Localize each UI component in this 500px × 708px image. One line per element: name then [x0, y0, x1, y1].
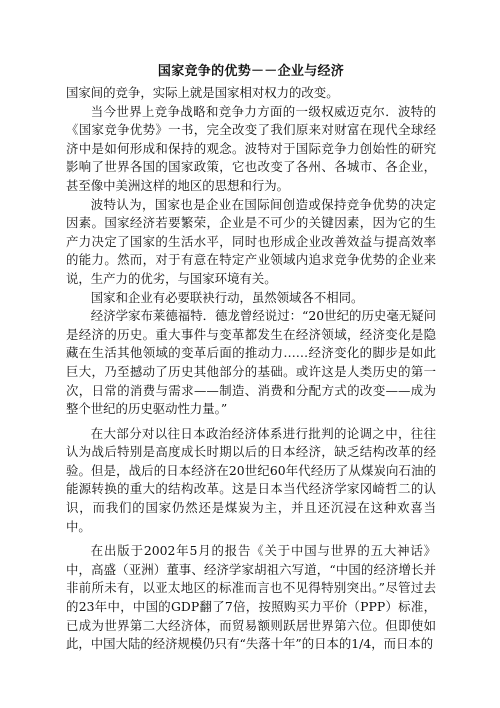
paragraph-6: 在大部分对以往日本政治经济体系进行批判的论调之中，往往认为战后特别是高度成长时期以后的日本经济，缺乏结构改革的经验。但是，战后的日本经济在20世纪60年代经历了从煤炭向石油的能源转换的重大的结构改革。这是日本当代经济学家冈崎哲二的认识，而我们的国家仍然还是煤炭为主，并且还沉浸在这种欢喜当中。 — [66, 425, 436, 534]
document-page — [66, 62, 436, 654]
paragraph-5: 经济学家布莱德福特．德龙曾经说过：“20世纪的历史毫无疑问是经济的历史。重大事件与变革都发生在经济领域，经济变化是隐藏在生活其他领域的变革后面的推动力……经济变化的脚步是如此巨大，乃至撼动了历史其他部分的基础。或许这是人类历史的第一次，日常的消费与需求——制造、消费和分配方式的改变——成为整个世纪的历史驱动性力量。” — [66, 308, 436, 417]
paragraph-7: 在出版于2002年5月的报告《关于中国与世界的五大神话》中，高盛（亚洲）董事、经济学家胡祖六写道，“中国的经济增长并非前所未有，以亚太地区的标准而言也不见得特别突出。”尽管过去的23年中，中国的GDP翻了7倍，按照购买力平价（PPP）标准，已成为世界第二大经济体，而贸易额则跃居世界第六位。但即使如此，中国大陆的经济规模仍只有“失落十年”的日本的1/4，而日本的 — [66, 543, 436, 652]
document-title: 国家竞争的优势－－企业与经济 — [157, 64, 345, 79]
paragraph-4: 国家和企业有必要联袂行动，虽然领域各不相同。 — [90, 289, 364, 305]
paragraph-2: 当今世界上竞争战略和竞争力方面的一级权威迈克尔．波特的《国家竞争优势》一书，完全改变了我们原来对财富在现代全球经济中是如何形成和保持的观念。波特对于国际竞争力创始性的研究影响了世界各国的国家政策，它也改变了各州、各城市、各企业，甚至像中美洲这样的地区的思想和行为。 — [66, 103, 436, 193]
paragraph-1: 国家间的竞争，实际上就是国家相对权力的改变。 — [66, 85, 339, 100]
paragraph-3: 波特认为，国家也是企业在国际间创造或保持竞争优势的决定因素。国家经济若要繁荣，企业是不可少的关键因素，因为它的生产力决定了国家的生活水平，同时也形成企业改善效益与提高效率的能力。然而，对于有意在特定产业领域内追求竞争优势的企业来说，生产力的优劣，与国家环境有关。 — [66, 196, 436, 286]
